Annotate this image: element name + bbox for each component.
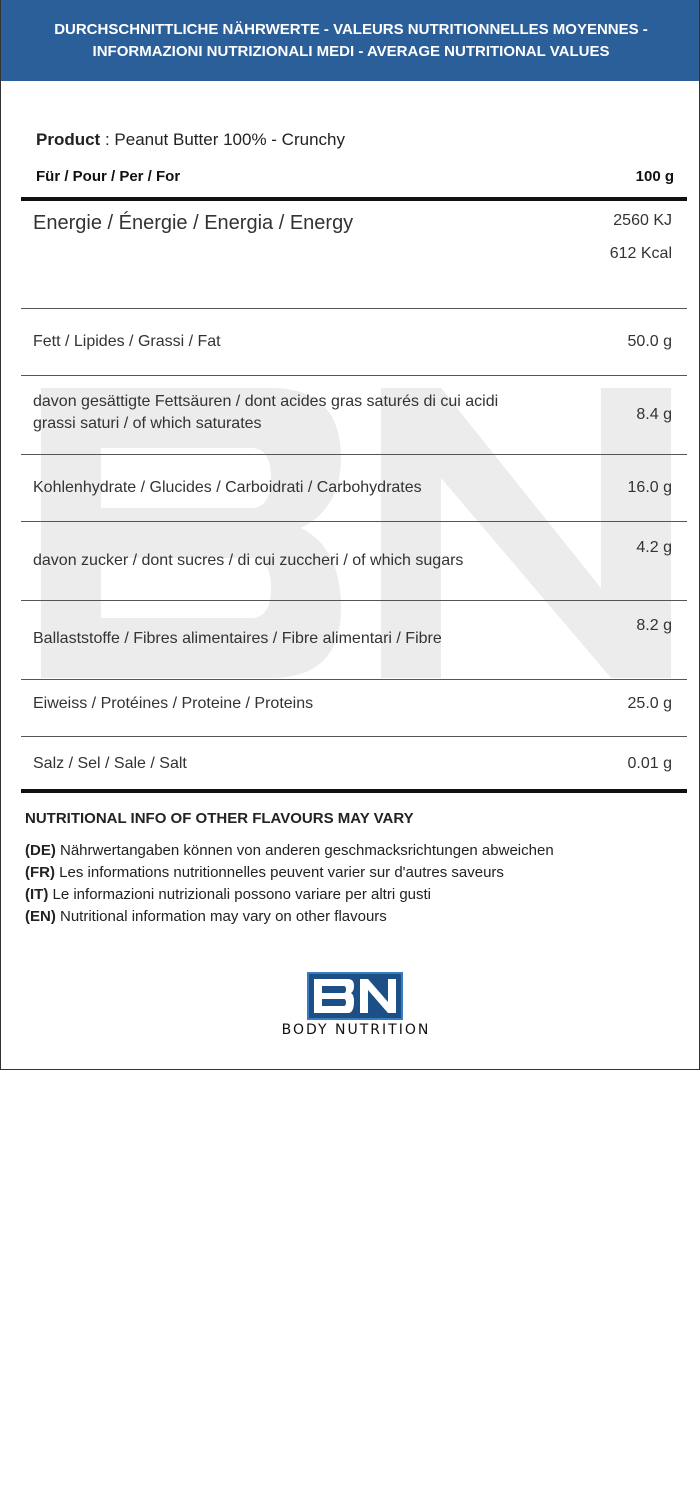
note-fr (25, 862, 554, 884)
flavour-note-title: NUTRITIONAL INFO OF OTHER FLAVOURS MAY VARY (25, 810, 414, 827)
row-divider (21, 679, 687, 680)
header-line-1: DURCHSCHNITTLICHE NÄHRWERTE - VALEURS NUTRITIONNELLES MOYENNES - (54, 20, 648, 38)
energy-kcal-value: 612 Kcal (609, 245, 672, 262)
note-it (25, 884, 554, 906)
body-nutrition-logo (256, 972, 456, 1042)
salt-label: Salz / Sel / Sale / Salt (33, 755, 187, 772)
note-de (25, 840, 554, 862)
carbohydrates-value: 16.0 g (627, 479, 672, 496)
table-top-rule (21, 197, 687, 201)
proteins-value: 25.0 g (627, 695, 672, 712)
fibre-label: Ballaststoffe / Fibres alimentaires / Fibre alimentari / Fibre (33, 630, 442, 647)
energy-kj-value: 2560 KJ (613, 212, 672, 229)
salt-value: 0.01 g (627, 755, 672, 772)
flavour-notes (25, 840, 554, 928)
logo-text: BODY NUTRITION (281, 1022, 431, 1038)
header-line-2: INFORMAZIONI NUTRIZIONALI MEDI - AVERAGE NUTRITIONAL VALUES (92, 42, 610, 60)
note-fr-code: (FR) (25, 864, 55, 881)
per-row (36, 168, 674, 190)
note-it-text: Le informazioni nutrizionali possono variare per altri gusti (48, 886, 432, 903)
sugars-label: davon zucker / dont sucres / di cui zuccheri / of which sugars (33, 552, 464, 569)
row-divider (21, 375, 687, 376)
product-name: : Peanut Butter 100% - Crunchy (100, 130, 345, 149)
per-amount: 100 g (635, 168, 674, 185)
table-bottom-rule (21, 789, 687, 793)
row-divider (21, 521, 687, 522)
fibre-value: 8.2 g (636, 617, 672, 634)
row-divider (21, 736, 687, 737)
note-de-text: Nährwertangaben können von anderen geschmacksrichtungen abweichen (55, 842, 554, 859)
carbohydrates-label: Kohlenhydrate / Glucides / Carboidrati / Carbohydrates (33, 479, 422, 496)
row-divider (21, 600, 687, 601)
saturates-label: davon gesättigte Fettsäuren / dont acides gras saturés di cui acidi (33, 393, 499, 410)
note-de-code: (DE) (25, 842, 56, 859)
header-banner (1, 0, 700, 81)
energy-label: Energie / Énergie / Energia / Energy (33, 212, 354, 234)
fat-label: Fett / Lipides / Grassi / Fat (33, 333, 221, 350)
row-divider (21, 454, 687, 455)
note-en-text: Nutritional information may vary on other flavours (55, 908, 387, 925)
note-fr-text: Les informations nutritionnelles peuvent varier sur d'autres saveurs (55, 864, 504, 881)
note-en-code: (EN) (25, 908, 56, 925)
per-label: Für / Pour / Per / For (36, 168, 181, 185)
saturates-value: 8.4 g (636, 406, 672, 423)
product-line (36, 130, 345, 150)
sugars-value: 4.2 g (636, 539, 672, 556)
product-label: Product (36, 130, 101, 149)
saturates-label-line-2: grassi saturi / of which saturates (33, 415, 262, 432)
bn-logo-icon (256, 972, 456, 1020)
note-it-code: (IT) (25, 886, 49, 903)
proteins-label: Eiweiss / Protéines / Proteine / Proteins (33, 695, 314, 712)
row-divider (21, 308, 687, 309)
note-en (25, 906, 554, 928)
fat-value: 50.0 g (627, 333, 672, 350)
